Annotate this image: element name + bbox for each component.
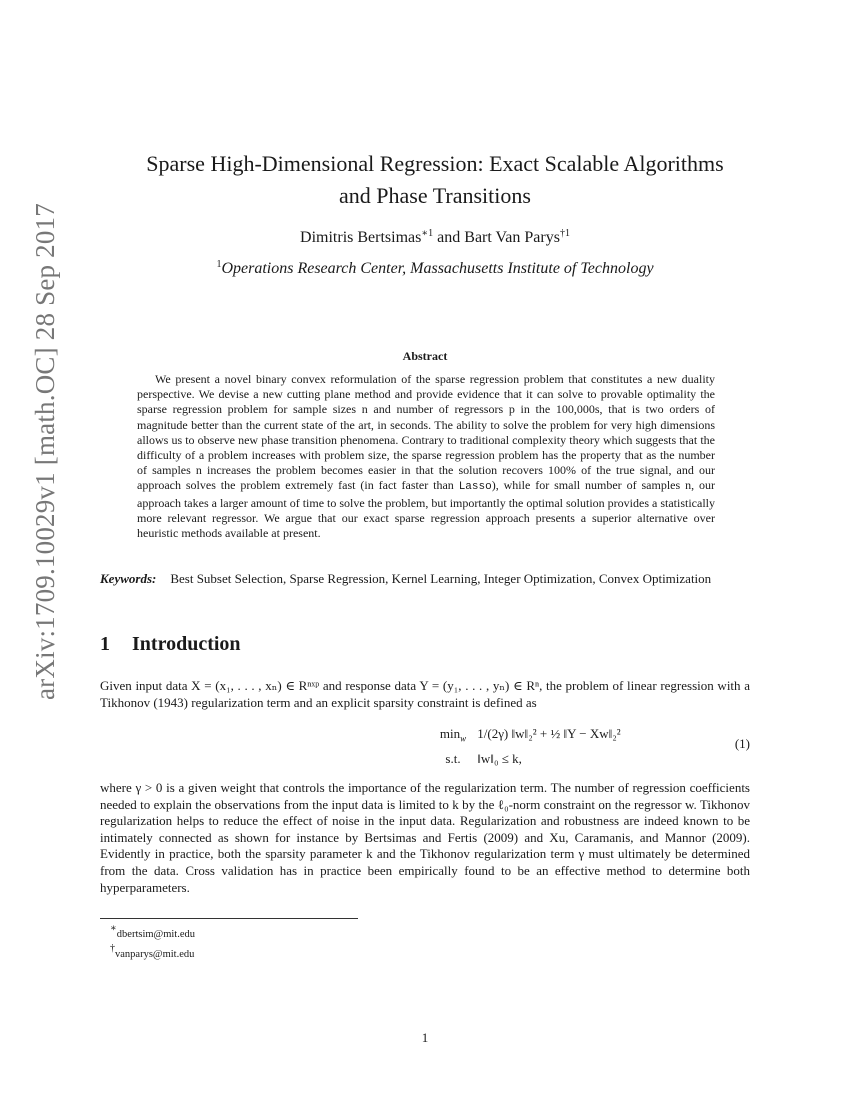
footnote-1-mark: ∗ (110, 923, 117, 934)
intro-paragraph-2: where γ > 0 is a given weight that controls the importance of the regularization term. The number of regression coefficients needed to explain the observations from the input data is limited to k by the ℓ₀-norm constraint on the regressor w. Tikhonov regularization helps to reduce the effect of noise in the input data. Regularization and robustness are indeed known to be intimately connected as shown for instance by Bertsimas and Fertis (2009) and Xu, Caramanis, and Mannor (2009). Evidently in practice, both the sparsity parameter k and the Tikhonov regularization term γ must ultimately be determined from the data. Cross validation has in practice been empirically found to be an effective method to determine both hyperparameters. (100, 780, 750, 895)
footnote-2-email: vanparys@mit.edu (115, 949, 195, 960)
footnote-1 (110, 922, 195, 942)
abstract-heading: Abstract (402, 349, 448, 363)
footnotes (110, 922, 195, 962)
footnote-2-mark: † (110, 943, 115, 954)
author-list (100, 228, 770, 247)
title-line-2: and Phase Transitions (339, 183, 531, 208)
section-title: Introduction (132, 633, 241, 655)
equation-min-operator: $\min_w$ (439, 726, 467, 744)
author-2-mark: †1 (559, 228, 570, 239)
keywords-label: Keywords: (100, 571, 157, 586)
title-line-1: Sparse High-Dimensional Regression: Exact Scalable Algorithms (146, 151, 724, 176)
arxiv-identifier-stamp: arXiv:1709.10029v1 [math.OC] 28 Sep 2017 (30, 203, 60, 700)
intro-paragraph-1: Given input data X = (x₁, . . . , xₙ) ∈ Rⁿˣᵖ and response data Y = (y₁, . . . , yₙ) ∈ Rⁿ, the problem of linear regression with a Tikhonov (1943) regularization term and an explicit sparsity constraint is defined as (100, 678, 750, 710)
author-conjunction: and (437, 229, 461, 246)
section-heading (100, 633, 241, 656)
equation-row-constraint (432, 749, 621, 769)
footnote-rule (100, 918, 358, 919)
section-number: 1 (100, 633, 110, 655)
affiliation (100, 259, 770, 278)
footnote-1-email: dbertsim@mit.edu (116, 929, 195, 940)
abstract-text-part-1: We present a novel binary convex reformulation of the sparse regression problem that constitutes a new duality perspective. We devise a new cutting plane method and provide evidence that it can solve to provable optimality the sparse regression problem for sample sizes n and number of regressors p in the 100,000s, that is two orders of magnitude better than the current state of the art, in seconds. The ability to solve the problem for very high dimensions allows us to observe new phase transition phenomena. Contrary to traditional complexity theory which suggests that the difficulty of a problem increases with problem size, the sparse regression problem has the property that as the number of samples n increases the problem becomes easier in that the solution recovers 100% of the true signal, and our approach solves the problem extremely fast (in fact faster than (137, 372, 715, 493)
equation-constraint: ‖w‖₀ ≤ k, (477, 750, 522, 766)
page-number: 1 (421, 1030, 429, 1045)
equation-st-operator: s.t. (445, 750, 461, 766)
keywords-text: Best Subset Selection, Sparse Regression, Kernel Learning, Integer Optimization, Convex Optimization (170, 571, 712, 586)
equation-row-objective (432, 724, 621, 749)
footnote-2 (110, 942, 195, 962)
affiliation-mark: 1 (216, 259, 222, 270)
keywords-block (100, 571, 750, 587)
equation-number: (1) (734, 736, 750, 751)
affiliation-text: Operations Research Center, Massachusetts Institute of Technology (221, 260, 654, 277)
lasso-code-term: Lasso (458, 481, 492, 494)
equation-block (100, 724, 750, 766)
paper-title (100, 148, 770, 212)
author-2: Bart Van Parys (464, 229, 560, 246)
author-1: Dimitris Bertsimas (300, 229, 422, 246)
abstract-text-part-2: ), while for small number of samples n, our approach takes a larger amount of time to solve the problem, but importantly the optimal solution provides a statistically more relevant regressor. We argue that our exact sparse regression approach presents a superior alternative over heuristic methods available at present. (137, 478, 715, 541)
equation-rows (432, 724, 621, 769)
abstract-body (137, 372, 715, 541)
equation-min-subscript: w (460, 733, 467, 744)
author-1-mark: ∗1 (421, 228, 434, 239)
equation-objective: 1/(2γ) ‖w‖₂² + ½ ‖Y − Xw‖₂² (477, 726, 621, 741)
